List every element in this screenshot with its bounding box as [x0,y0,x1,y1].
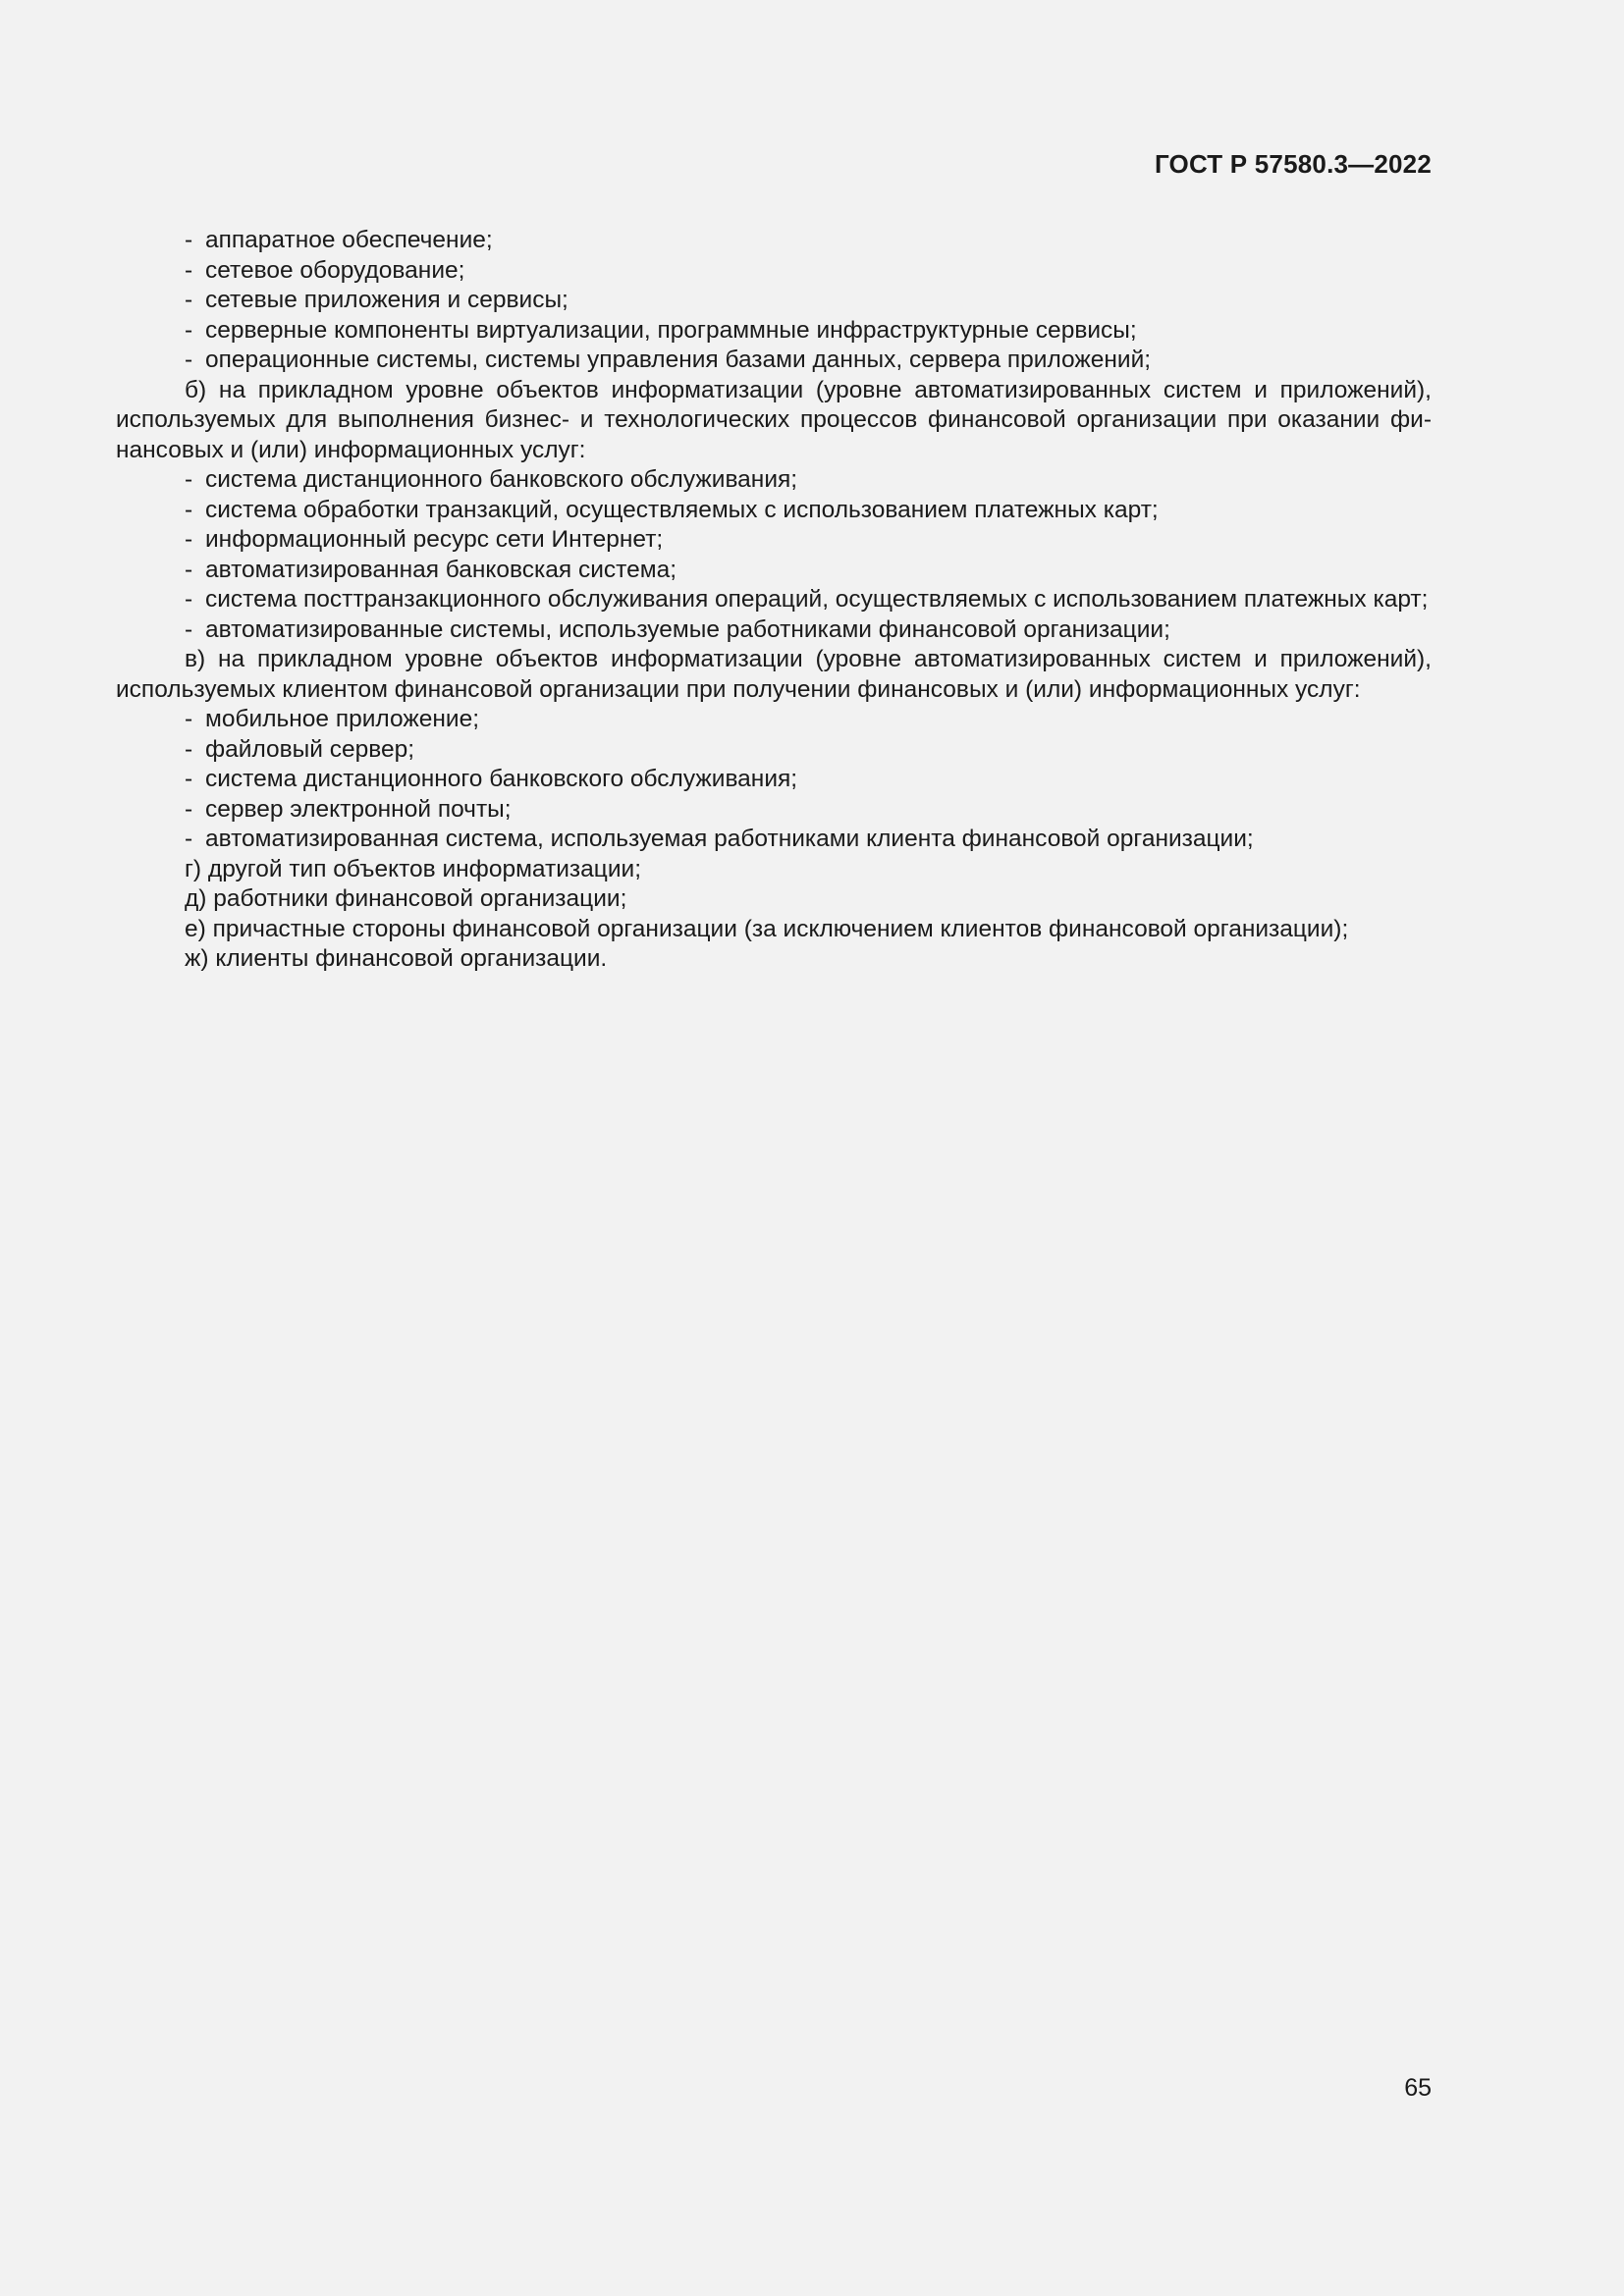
list-item: - операционные системы, системы управления базами данных, сервера приложений; [116,346,1432,376]
list-item: - сетевое оборудование; [116,256,1432,287]
list-item: - аппаратное обеспечение; [116,226,1432,256]
list-item: - система дистанционного банковского обслуживания; [116,465,1432,496]
list-item-g: г) другой тип объектов информатизации; [185,855,641,882]
list-item: - файловый сервер; [116,735,1432,766]
list-item: - мобильное приложение; [116,705,1432,735]
list-item: - автоматизированная банковская система; [116,556,1432,586]
paragraph-v: в) на прикладном уровне объектов информатизации (уровне автоматизированных систем и приложений), используемых клиентом финансовой организации при получении финансовых и (или) информационных услуг: [116,646,1432,703]
list-item: - система дистанционного банковского обслуживания; [116,765,1432,795]
list-item-d: д) работники финансовой организации; [185,885,627,912]
list-item: - автоматизированная система, используемая работниками клиента финансовой организации; [116,825,1432,855]
list-item: - система обработки транзакций, осуществляемых с использованием платежных карт; [116,496,1432,526]
list-item-zh: ж) клиенты финансовой организации. [185,945,608,972]
page-number: 65 [1404,2074,1432,2102]
list-item-e: е) причастные стороны финансовой организации (за исключением клиентов финансовой организации); [185,915,1349,942]
list-item: - сетевые приложения и сервисы; [116,286,1432,316]
page-header: ГОСТ Р 57580.3—2022 [1154,149,1432,179]
paragraph-b: б) на прикладном уровне объектов информатизации (уровне автоматизированных систем и приложений), используемых для выполнения бизнес- и технологических процессов финансовой организации при оказании финансовых и (или) информационных услуг: [116,376,1432,463]
list-item: - серверные компоненты виртуализации, программные инфраструктурные сервисы; [116,316,1432,347]
list-item: - автоматизированные системы, используемые работниками финансовой организации; [116,615,1432,646]
document-body [116,226,1432,975]
list-item: - сервер электронной почты; [116,795,1432,826]
list-item: - информационный ресурс сети Интернет; [116,525,1432,556]
list-item: - система посттранзакционного обслуживания операций, осуществляемых с использованием платежных карт; [116,585,1432,615]
